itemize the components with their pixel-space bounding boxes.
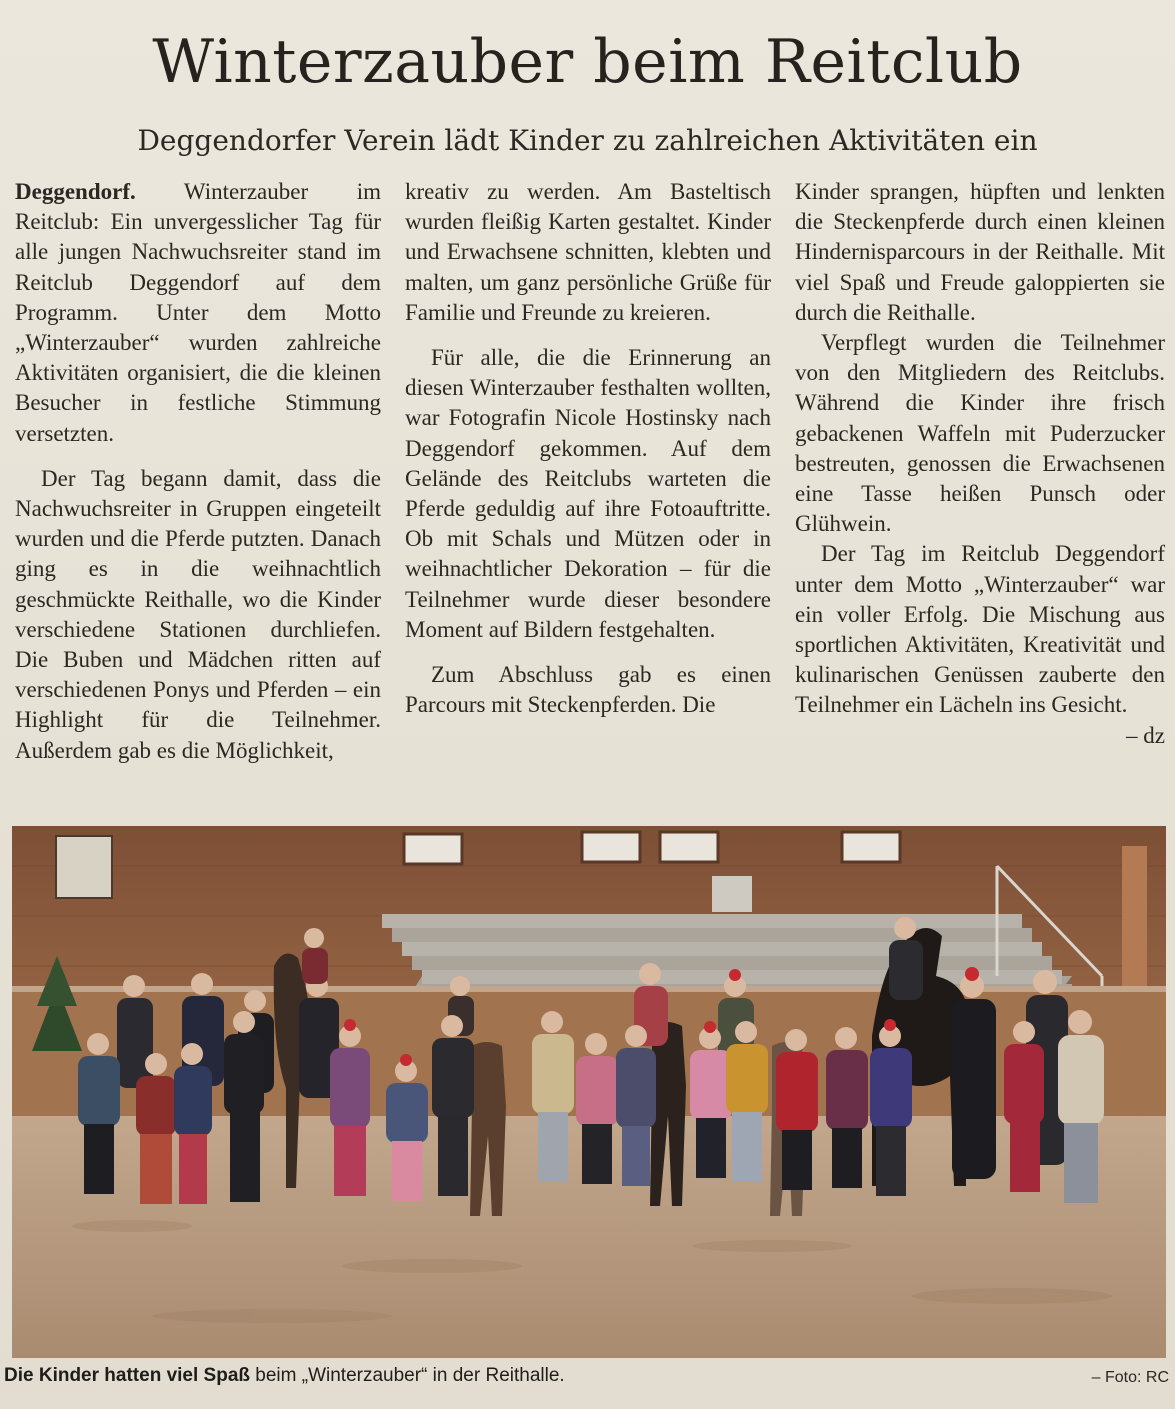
photo-credit: – Foto: RC [1091,1369,1169,1386]
paragraph: Kinder sprangen, hüpften und lenkten die Steckenpferde durch einen kleinen Hindernisparcours in der Reithalle. Mit viel Spaß und Freude galoppierten sie durch die Reithalle. [795,179,1165,325]
riding-hall-photo [12,826,1166,1358]
caption-text: beim „Winterzauber“ in der Reithalle. [250,1365,565,1386]
paragraph: Zum Abschluss gab es einen Parcours mit Steckenpferden. Die [405,662,771,718]
dateline: Deggendorf. [15,179,136,204]
paragraph [795,539,1165,748]
article-column-1 [15,177,381,766]
group-photo [12,826,1166,1358]
paragraph: Verpflegt wurden die Teilnehmer von den Mitgliedern des Reitclubs. Während die Kinder ihre frisch gebackenen Waffeln mit Puderzucker bestreuten, genossen die Erwachsenen eine Tasse heißen Punsch oder Glühwein. [795,330,1165,537]
photo-caption [4,1362,1170,1390]
article-column-2 [405,177,771,720]
caption-bold: Die Kinder hatten viel Spaß [4,1365,250,1386]
author-signoff: – dz [1126,722,1165,748]
paragraph [15,177,381,449]
paragraph-text: Winterzauber im Reitclub: Ein unvergesslicher Tag für alle jungen Nachwuchsreiter stand im Reitclub Deggendorf auf dem Programm. Unter dem Motto „Winterzauber“ wurden zahlreiche Aktivitäten organisiert, die die kleinen Besucher in festliche Stimmung versetzten. [15,179,381,446]
paragraph-text: Der Tag im Reitclub Deggendorf unter dem Motto „Winterzauber“ war ein voller Erfolg. Die Mischung aus sportlichen Aktivitäten, Kreativität und kulinarischen Genüssen zauberte den Teilnehmer ein Lächeln ins Gesicht. [795,541,1165,718]
paragraph: kreativ zu werden. Am Basteltisch wurden fleißig Karten gestaltet. Kinder und Erwachsene schnitten, klebten und malten, um ganz persönliche Grüße für Familie und Freunde zu kreieren. [405,179,771,325]
paragraph: Für alle, die die Erinnerung an diesen Winterzauber festhalten wollten, war Fotografin Nicole Hostinsky nach Deggendorf gekommen. Auf dem Gelände des Reitclubs warteten die Pferde geduldig auf ihre Fotoauftritte. Ob mit Schals und Mützen oder in weihnachtlicher Dekoration – für die Teilnehmer wurde dieser besondere Moment auf Bildern festgehalten. [405,345,771,642]
paragraph: Der Tag begann damit, dass die Nachwuchsreiter in Gruppen eingeteilt wurden und die Pferde putzten. Danach ging es in die weihnachtlich geschmückte Reithalle, wo die Kinder verschiedene Stationen durchliefen. Die Buben und Mädchen ritten auf verschiedenen Ponys und Pferden – ein Highlight für die Teilnehmer. Außerdem gab es die Möglichkeit, [15,465,381,763]
article-column-3 [795,177,1165,751]
headline: Winterzauber beim Reitclub [152,27,1023,97]
subheadline: Deggendorfer Verein lädt Kinder zu zahlreichen Aktivitäten ein [137,124,1038,157]
wall-sign [56,836,112,898]
